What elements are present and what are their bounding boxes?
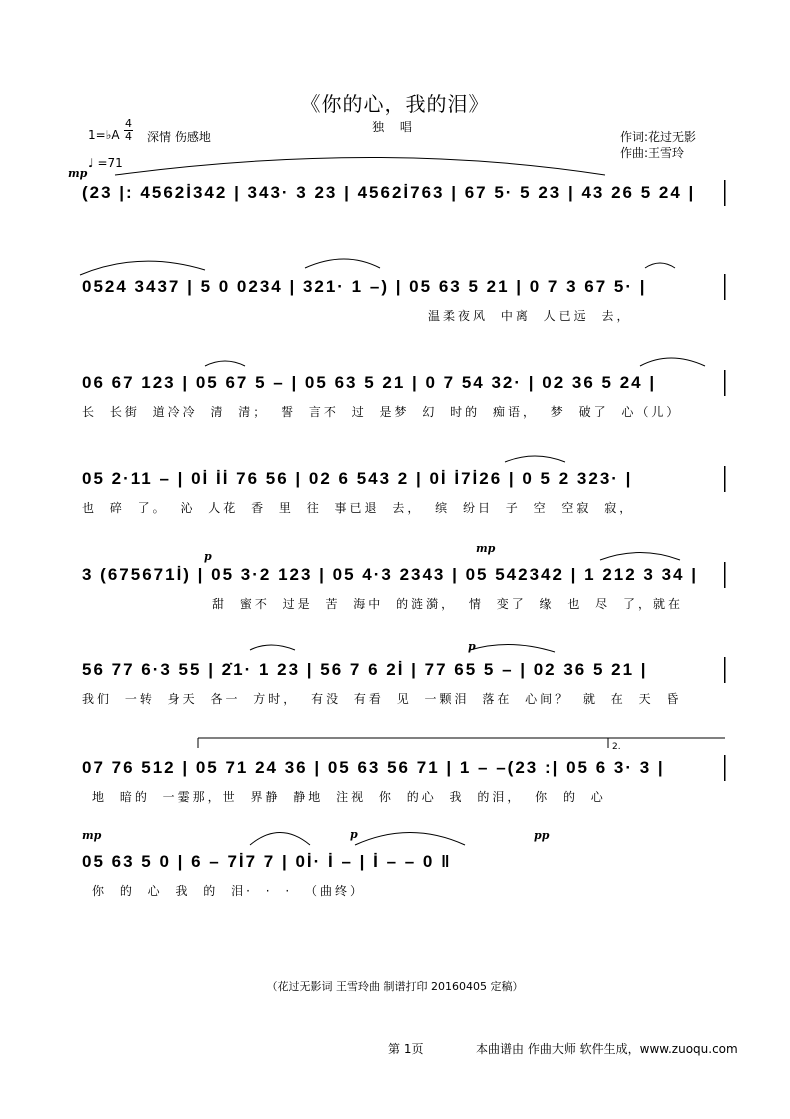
notation-line: 05 2·11 – | 0İ İİ 76 56 | 02 6 543 2 | 0İ İ7İ26 | 0 5 2 323· | <box>82 469 633 488</box>
notation-line: 05 63 5 0 | 6 – 7İ7 7 | 0İ· İ – | İ – – 0 ‖ <box>82 852 452 871</box>
phrase-slur <box>115 158 605 176</box>
dynamic-mark: mp <box>476 542 496 555</box>
time-signature-top: 4 <box>125 117 132 130</box>
bar-line <box>724 562 726 588</box>
phrase-slur <box>305 259 380 268</box>
performance-type: 独 唱 <box>372 120 418 134</box>
notation-line: 0524 3437 | 5 0 0234 | 321· 1 –) | 05 63 5 21 | 0 7 3 67 5· | <box>82 277 647 296</box>
lyrics-line: 也 碎 了。 沁 人花 香 里 往 事已退 去， 缤 纷日 子 空 空寂 寂， <box>82 501 635 515</box>
phrase-slur <box>250 645 295 650</box>
lyrics-line: 甜 蜜不 过是 苦 海中 的涟漪， 情 变了 缘 也 尽 了，就在 <box>212 597 683 611</box>
key-signature: 1=♭A <box>88 128 120 142</box>
phrase-slur <box>250 833 310 846</box>
phrase-slur <box>505 456 565 462</box>
dynamic-mark: p <box>468 640 476 653</box>
software-credit: 本曲谱由 作曲大师 软件生成，www.zuoqu.com <box>476 1042 738 1056</box>
notation-line: 06 67 123 | 05 67 5 – | 05 63 5 21 | 0 7 54 32· | 02 36 5 24 | <box>82 373 657 392</box>
dynamic-mark: pp <box>534 829 550 842</box>
lyrics-line: 温柔夜风 中离 人已远 去， <box>428 309 632 323</box>
expression-mark: 深情 伤感地 <box>147 130 211 144</box>
time-signature-bottom: 4 <box>125 130 132 143</box>
dynamic-mark: mp <box>68 167 88 180</box>
phrase-slur <box>645 263 675 268</box>
song-title: 《你的心，我的泪》 <box>300 92 490 116</box>
bar-line <box>724 274 726 300</box>
notation-line: 3 (675671İ) | 05 3·2 123 | 05 4·3 2343 | 05 542342 | 1 212 3 34 | <box>82 565 698 584</box>
dynamic-mark: mp <box>82 829 102 842</box>
phrase-slur <box>600 553 680 561</box>
bar-line <box>724 466 726 492</box>
volta-bracket-label: 2. <box>612 742 621 752</box>
lyrics-line: 地 暗的 一霎那，世 界静 静地 注视 你 的心 我 的泪， 你 的 心 <box>92 790 606 804</box>
notation-line: 07 76 512 | 05 71 24 36 | 05 63 56 71 | 1 – –(23 :| 05 6 3· 3 | <box>82 758 665 777</box>
notation-line: 56 77 6·3 55 | 2̇1· 1 23 | 56 7 6 2İ | 77 65 5 – | 02 36 5 21 | <box>82 660 648 679</box>
phrase-slur <box>205 361 245 366</box>
page-number: 第 1页 <box>388 1042 424 1056</box>
bar-line <box>724 180 726 206</box>
tempo-mark: ♩ =71 <box>88 156 123 170</box>
phrase-slur <box>80 261 205 275</box>
dynamic-mark: p <box>204 550 212 563</box>
lyricist-credit: 作词:花过无影 <box>620 130 697 144</box>
phrase-slur <box>640 358 705 366</box>
bar-line <box>724 755 726 781</box>
lyrics-line: 长 长街 道冷冷 清 清； 誓 言不 过 是梦 幻 时的 痴语， 梦 破了 心（儿） <box>82 405 682 419</box>
composer-credit: 作曲:王雪玲 <box>620 146 685 160</box>
bar-line <box>724 370 726 396</box>
lyrics-line: 你 的 心 我 的 泪· · · （曲终） <box>92 884 365 898</box>
dynamic-mark: p <box>350 828 358 841</box>
phrase-slur <box>470 644 555 652</box>
phrase-slur <box>355 833 465 846</box>
score-footer-note: （花过无影词 王雪玲曲 制谱打印 20160405 定稿） <box>266 980 524 993</box>
lyrics-line: 我们 一转 身天 各一 方时， 有没 有看 见 一颗泪 落在 心间？ 就 在 天 昏 <box>82 692 682 706</box>
bar-line <box>724 657 726 683</box>
notation-line: (23 |: 4562İ342 | 343· 3 23 | 4562İ763 | 67 5· 5 23 | 43 26 5 24 | <box>82 183 696 202</box>
